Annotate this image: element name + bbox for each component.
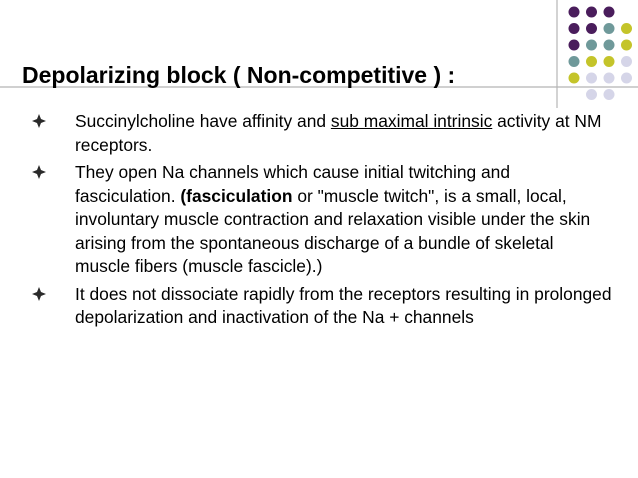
bullet-text: They open Na channels which cause initial twitching and fasciculation. — [75, 162, 511, 206]
bullet-text: It does not dissociate rapidly from the receptors resulting in prolonged depolarization and inactivation of the Na + channels — [75, 283, 612, 327]
bullet-item-1 — [32, 110, 612, 157]
decorative-dot — [604, 73, 615, 84]
decorative-dot — [604, 40, 615, 51]
bullet-item-2 — [32, 161, 612, 279]
bullet-list — [32, 110, 612, 334]
bullet-item-3 — [32, 283, 612, 330]
diamond-bullet-icon — [32, 165, 46, 179]
diamond-bullet-icon — [32, 287, 46, 301]
decorative-dot — [569, 56, 580, 67]
bold-phrase: (fasciculation — [180, 185, 293, 206]
slide-title: Depolarizing block ( Non-competitive ) : — [22, 62, 456, 88]
underlined-phrase: sub maximal intrinsic — [330, 111, 493, 131]
decorative-dot — [569, 23, 580, 34]
decorative-dot — [586, 7, 597, 18]
diamond-bullet-icon — [32, 114, 46, 128]
decorative-dot — [586, 23, 597, 34]
decorative-dot — [586, 89, 597, 100]
decorative-dot — [569, 7, 580, 18]
decorative-dot — [569, 73, 580, 84]
decorative-dot — [621, 73, 632, 84]
decorative-dot — [621, 40, 632, 51]
bullet-text-end: or "muscle twitch", is a small, local, involuntary muscle contraction and relaxation visible under the skin arising from the spontaneous discharge of a bundle of skeletal muscle fibers (muscle fascicle).) — [75, 185, 591, 276]
decorative-dot — [621, 23, 632, 34]
bullet-text-end: activity at NM receptors. — [75, 111, 602, 155]
decorative-dot — [586, 56, 597, 67]
decorative-dot — [604, 23, 615, 34]
decorative-dot — [586, 40, 597, 51]
bullet-text: Succinylcholine have affinity and — [75, 111, 331, 131]
decorative-dot — [586, 73, 597, 84]
decorative-dot — [621, 56, 632, 67]
decorative-dot-grid — [0, 0, 638, 110]
decorative-dot — [604, 7, 615, 18]
decorative-dot — [569, 40, 580, 51]
decorative-dot — [604, 56, 615, 67]
decorative-dot — [604, 89, 615, 100]
